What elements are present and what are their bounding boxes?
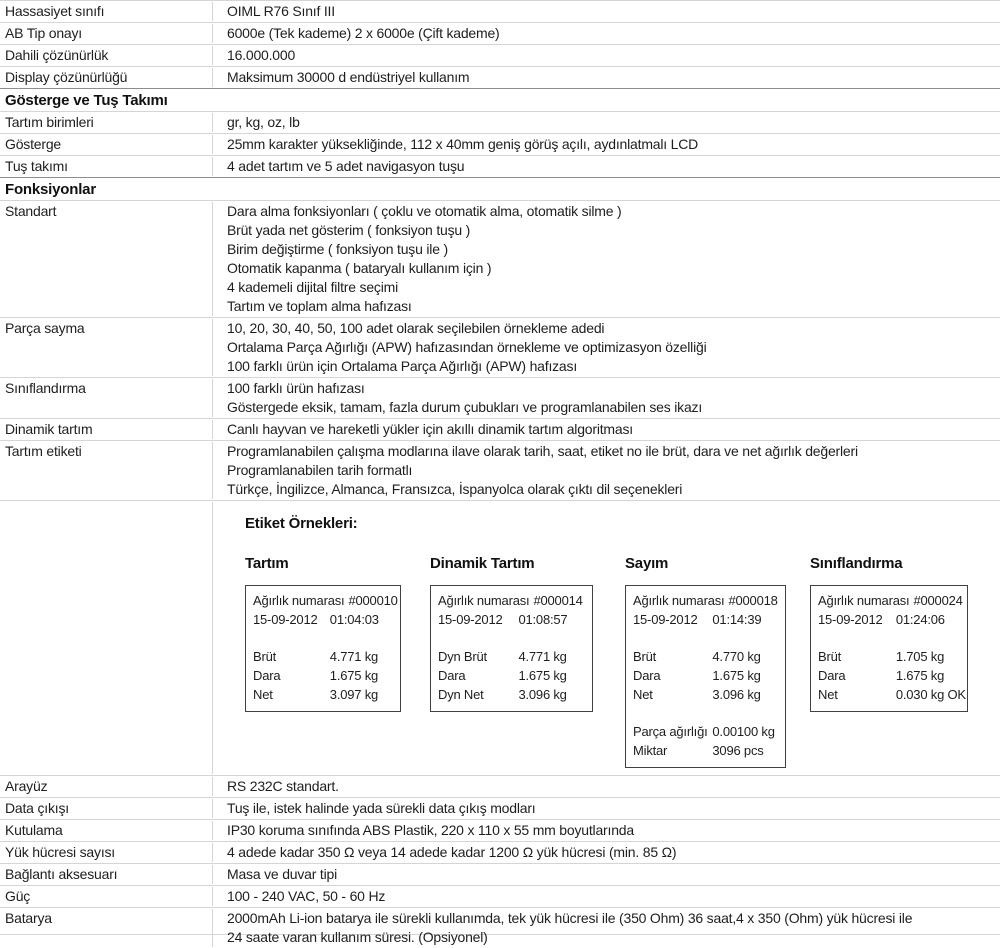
ticket-line [633,741,778,760]
spec-row [0,44,1000,66]
label-example-ticket [245,585,401,712]
ticket-line [253,685,393,704]
ticket-field-value: 1.705 kg [895,649,945,664]
section-header: Fonksiyonlar [0,177,1000,200]
spec-row-value [213,135,1000,154]
ticket-spacer [818,629,960,647]
ticket-line [818,591,963,610]
spec-row-label: Dinamik tartım [0,420,213,439]
ticket-field-value: 1.675 kg [518,668,567,683]
value-line: Birim değiştirme ( fonksiyon tuşu ile ) [227,241,448,257]
ticket-field-label: Parça ağırlığı [633,724,708,739]
spec-row-value [213,887,1000,906]
ticket-field-label: Dara [438,668,466,683]
ticket-field-value: 3.097 kg [329,687,379,702]
spec-row-value [213,113,1000,132]
label-example-heading: Tartım [245,555,289,572]
label-example [625,554,810,768]
label-example [810,554,972,768]
ticket-field-value: 3.096 kg [712,687,761,702]
spec-row-label: Kutulama [0,821,213,840]
ticket-field-label: Dyn Net [438,687,484,702]
label-examples-columns [245,554,1000,768]
ticket-line [253,647,393,666]
spec-row-label: Tartım etiketi [0,442,213,499]
ticket-field-value: 1.675 kg [329,668,379,683]
ticket-field-value: #000024 [913,593,963,608]
value-line: Tuş ile, istek halinde yada sürekli data çıkış modları [227,800,536,816]
spec-row-label: Hassasiyet sınıfı [0,2,213,21]
ticket-spacer [438,629,585,647]
ticket-field-label: Ağırlık numarası [633,593,725,608]
value-line: Otomatik kapanma ( bataryalı kullanım için ) [227,260,492,276]
ticket-field-label: Dyn Brüt [438,649,487,664]
spec-row-label: Gösterge [0,135,213,154]
spec-row-value [213,799,1000,818]
spec-row-value [213,46,1000,65]
ticket-field-label: Miktar [633,743,668,758]
spec-row-value [213,2,1000,21]
ticket-line [818,610,960,629]
value-line: 16.000.000 [227,47,296,63]
ticket-line [438,647,585,666]
ticket-field-label: Brüt [633,649,657,664]
label-example [245,554,430,768]
spec-row-label: Bağlantı aksesuarı [0,865,213,884]
value-line: Tartım ve toplam alma hafızası [227,298,412,314]
label-examples-row [0,500,1000,775]
ticket-field-value: 1.675 kg [712,668,761,683]
ticket-field-label: Dara [253,668,281,683]
spec-row-value [213,442,1000,499]
spec-row [0,841,1000,863]
value-line: OIML R76 Sınıf III [227,3,335,19]
value-line: 25mm karakter yüksekliğinde, 112 x 40mm geniş görüş açılı, aydınlatmalı LCD [227,136,699,152]
ticket-field-label: Net [818,687,838,702]
value-line: IP30 koruma sınıfında ABS Plastik, 220 x 110 x 55 mm boyutlarında [227,822,634,838]
ticket-spacer [253,629,393,647]
spec-row-value [213,821,1000,840]
value-line: 100 farklı ürün hafızası [227,380,365,396]
spec-row-label [0,502,213,774]
value-line: 24 saate varan kullanım süresi. (Opsiyonel) [227,929,488,945]
spec-row [0,885,1000,907]
ticket-line [818,685,966,704]
spec-row [0,775,1000,797]
spec-row [0,797,1000,819]
label-example-heading: Dinamik Tartım [430,555,535,572]
ticket-field-value: 01:24:06 [895,612,945,627]
value-line: Dara alma fonksiyonları ( çoklu ve otomatik alma, otomatik silme ) [227,203,622,219]
spec-row-value [213,865,1000,884]
spec-row-label: Tuş takımı [0,157,213,176]
ticket-line [253,610,393,629]
spec-row-label: Standart [0,202,213,316]
spec-row [0,200,1000,317]
spec-row-label: Display çözünürlüğü [0,68,213,87]
ticket-field-value: #000010 [348,593,398,608]
ticket-field-value: 4.771 kg [518,649,567,664]
ticket-field-label: Dara [818,668,846,683]
ticket-line [633,591,778,610]
spec-row [0,418,1000,440]
spec-row-label: Batarya [0,909,213,947]
value-line: RS 232C standart. [227,778,339,794]
spec-row-label: Tartım birimleri [0,113,213,132]
section-header: Gösterge ve Tuş Takımı [0,88,1000,111]
value-line: Programlanabilen tarih formatlı [227,462,413,478]
label-example-ticket [810,585,968,712]
spec-row-label: AB Tip onayı [0,24,213,43]
spec-row [0,907,1000,948]
ticket-field-value: 01:14:39 [712,612,762,627]
ticket-field-value: 4.771 kg [329,649,379,664]
ticket-field-label: 15-09-2012 [818,612,883,627]
ticket-field-label: 15-09-2012 [253,612,318,627]
spec-row [0,22,1000,44]
ticket-line [633,647,778,666]
spec-row [0,819,1000,841]
ticket-field-label: Brüt [818,649,842,664]
ticket-field-label: Brüt [253,649,277,664]
value-line: 4 adet tartım ve 5 adet navigasyon tuşu [227,158,465,174]
ticket-spacer [633,704,778,722]
value-line: 4 kademeli dijital filtre seçimi [227,279,398,295]
ticket-field-label: Net [253,687,273,702]
spec-row-value [213,68,1000,87]
spec-row-label: Sınıflandırma [0,379,213,417]
label-example [430,554,625,768]
ticket-field-value: 3096 pcs [712,743,764,758]
spec-row-value [213,319,1000,376]
ticket-field-label: 15-09-2012 [438,612,503,627]
ticket-line [818,647,960,666]
value-line: Programlanabilen çalışma modlarına ilave olarak tarih, saat, etiket no ile brüt, dara ve net ağırlık değerleri [227,443,858,459]
ticket-field-value: 0.00100 kg [712,724,775,739]
spec-row [0,377,1000,418]
spec-row [0,0,1000,22]
label-example-ticket [430,585,593,712]
ticket-line [253,666,393,685]
ticket-field-label: Ağırlık numarası [818,593,910,608]
value-line: Masa ve duvar tipi [227,866,338,882]
ticket-line [438,591,585,610]
ticket-line [253,591,398,610]
ticket-field-value: #000014 [533,593,583,608]
value-line: gr, kg, oz, lb [227,114,300,130]
ticket-line [438,610,585,629]
spec-row-label: Arayüz [0,777,213,796]
value-line: Maksimum 30000 d endüstriyel kullanım [227,69,470,85]
spec-row-label: Parça sayma [0,319,213,376]
ticket-field-label: Ağırlık numarası [438,593,530,608]
value-line: 10, 20, 30, 40, 50, 100 adet olarak seçilebilen örnekleme adedi [227,320,605,336]
spec-row [0,133,1000,155]
ticket-line [438,666,585,685]
spec-row [0,66,1000,88]
spec-row-value [213,843,1000,862]
spec-row-label: Dahili çözünürlük [0,46,213,65]
ticket-field-value: 01:08:57 [518,612,568,627]
ticket-field-label: Net [633,687,653,702]
ticket-spacer [633,629,778,647]
spec-row-value [213,777,1000,796]
spec-row-value [213,157,1000,176]
spec-row-value [213,420,1000,439]
value-line: Türkçe, İngilizce, Almanca, Fransızca, İspanyolca olarak çıktı dil seçenekleri [227,481,683,497]
label-examples-block [227,502,1000,768]
spec-row [0,155,1000,177]
spec-row [0,440,1000,500]
value-line: 100 farklı ürün için Ortalama Parça Ağırlığı (APW) hafızası [227,358,578,374]
spec-row-value [213,24,1000,43]
spec-row-label: Data çıkışı [0,799,213,818]
ticket-line [818,666,960,685]
ticket-field-value: 4.770 kg [712,649,761,664]
label-examples-title: Etiket Örnekleri: [245,515,358,532]
value-line: 4 adede kadar 350 Ω veya 14 adede kadar 1200 Ω yük hücresi (min. 85 Ω) [227,844,677,860]
ticket-field-label: Ağırlık numarası [253,593,345,608]
value-line: 2000mAh Li-ion batarya ile sürekli kullanımda, tek yük hücresi ile (350 Ohm) 36 saat,4 x 350 (Ohm) yük hücresi ile [227,910,913,926]
ticket-line [633,685,778,704]
ticket-field-value: 3.096 kg [518,687,567,702]
spec-row [0,863,1000,885]
value-line: Canlı hayvan ve hareketli yükler için akıllı dinamik tartım algoritması [227,421,633,437]
ticket-line [633,610,778,629]
value-line: Göstergede eksik, tamam, fazla durum çubukları ve programlanabilen ses ikazı [227,399,703,415]
value-line: Brüt yada net gösterim ( fonksiyon tuşu ) [227,222,471,238]
ticket-field-label: 15-09-2012 [633,612,698,627]
spec-row-value [213,909,1000,947]
spec-row-label: Güç [0,887,213,906]
label-example-heading: Sayım [625,555,669,572]
ticket-field-value: 1.675 kg [895,668,945,683]
ticket-line [438,685,585,704]
label-example-ticket [625,585,786,768]
value-line: Ortalama Parça Ağırlığı (APW) hafızasından örnekleme ve optimizasyon özelliği [227,339,707,355]
ticket-field-value: 0.030 kg OK [895,687,966,702]
spec-row-label: Yük hücresi sayısı [0,843,213,862]
ticket-line [633,666,778,685]
spec-row [0,111,1000,133]
spec-row-value [213,202,1000,316]
ticket-field-label: Dara [633,668,661,683]
spec-row-value [213,502,1000,774]
ticket-field-value: #000018 [728,593,778,608]
value-line: 6000e (Tek kademe) 2 x 6000e (Çift kademe) [227,25,500,41]
spec-row [0,317,1000,377]
ticket-field-value: 01:04:03 [329,612,379,627]
value-line: 100 - 240 VAC, 50 - 60 Hz [227,888,386,904]
spec-row-value [213,379,1000,417]
ticket-line [633,722,778,741]
label-example-heading: Sınıflandırma [810,555,903,572]
